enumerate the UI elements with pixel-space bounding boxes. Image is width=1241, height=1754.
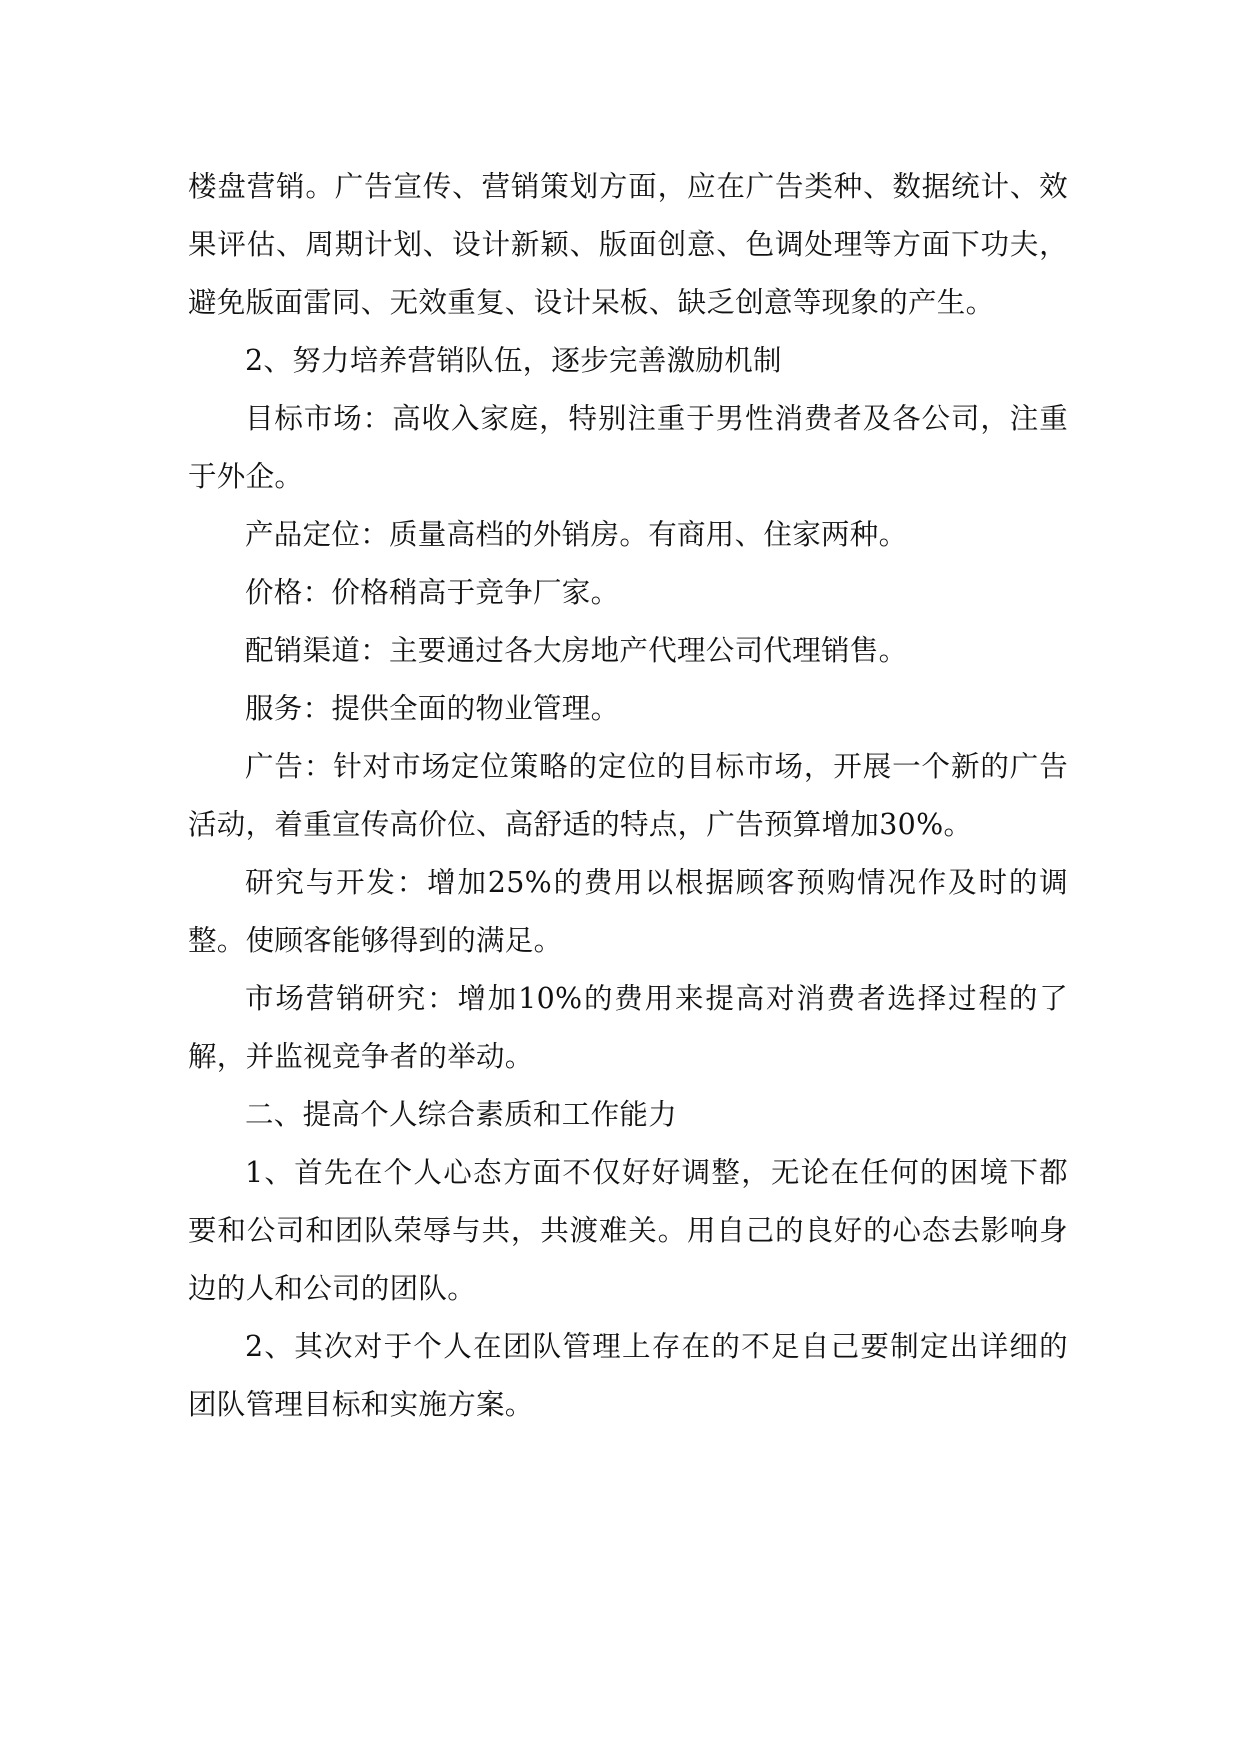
section-heading: 二、提高个人综合素质和工作能力 — [245, 1098, 678, 1131]
paragraph: 目标市场：高收入家庭，特别注重于男性消费者及各公司，注重于外企。 — [188, 402, 1068, 493]
paragraph: 产品定位：质量高档的外销房。有商用、住家两种。 — [245, 518, 908, 551]
document-body — [188, 158, 1068, 1434]
paragraph: 2、其次对于个人在团队管理上存在的不足自己要制定出详细的团队管理目标和实施方案。 — [188, 1330, 1068, 1421]
paragraph: 配销渠道：主要通过各大房地产代理公司代理销售。 — [245, 634, 908, 667]
paragraph: 楼盘营销。广告宣传、营销策划方面，应在广告类种、数据统计、效果评估、周期计划、设计新颖、版面创意、色调处理等方面下功夫，避免版面雷同、无效重复、设计呆板、缺乏创意等现象的产生。 — [188, 170, 1068, 319]
paragraph: 1、首先在个人心态方面不仅好好调整，无论在任何的困境下都要和公司和团队荣辱与共，共渡难关。用自己的良好的心态去影响身边的人和公司的团队。 — [188, 1156, 1068, 1305]
paragraph: 广告：针对市场定位策略的定位的目标市场，开展一个新的广告活动，着重宣传高价位、高舒适的特点，广告预算增加30%。 — [188, 750, 1068, 841]
paragraph: 2、努力培养营销队伍，逐步完善激励机制 — [245, 344, 782, 377]
paragraph: 服务：提供全面的物业管理。 — [245, 692, 620, 725]
paragraph: 市场营销研究：增加10%的费用来提高对消费者选择过程的了解，并监视竞争者的举动。 — [188, 982, 1068, 1073]
paragraph: 研究与开发：增加25%的费用以根据顾客预购情况作及时的调整。使顾客能够得到的满足。 — [188, 866, 1068, 957]
paragraph: 价格：价格稍高于竞争厂家。 — [245, 576, 620, 609]
